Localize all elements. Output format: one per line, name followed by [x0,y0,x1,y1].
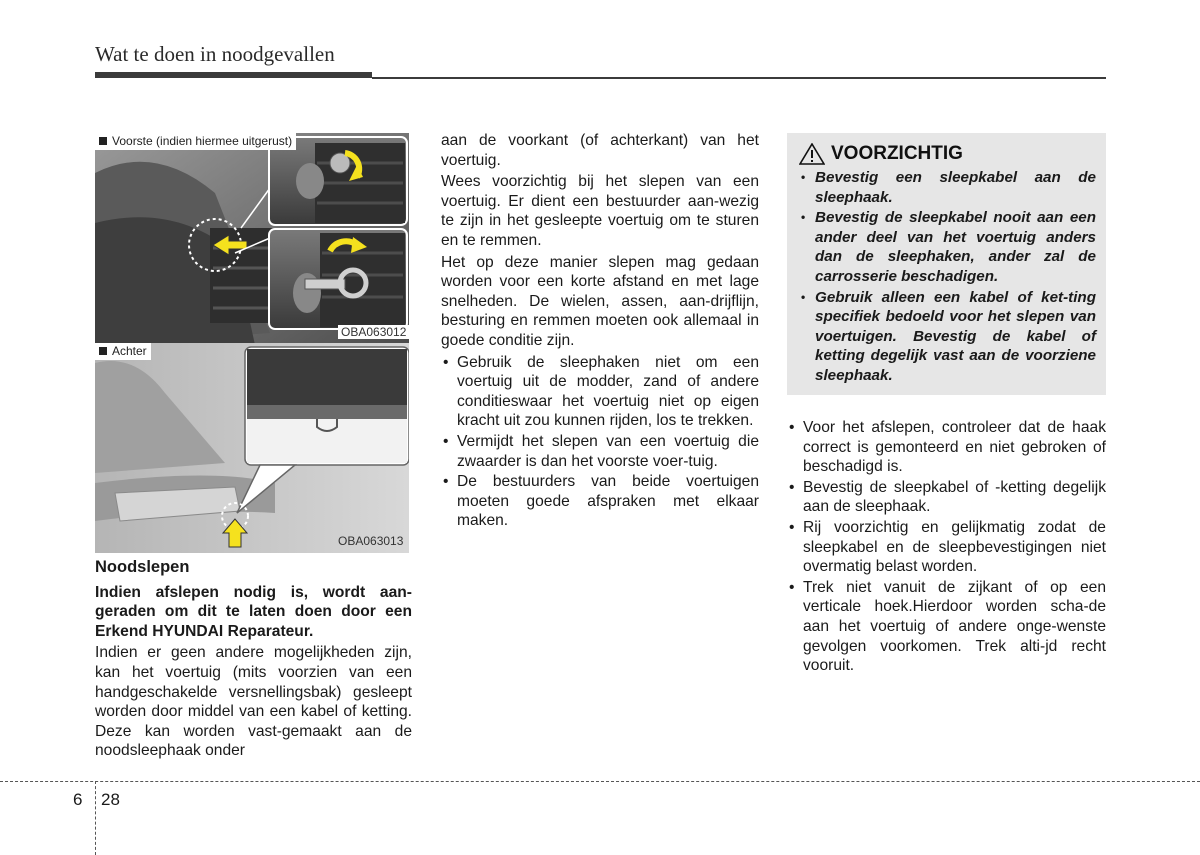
left-column [95,558,412,763]
list-item: • Bevestig de sleepkabel of -ketting degelijk aan de sleephaak. [787,478,1106,517]
body-paragraph: Indien er geen andere mogelijkheden zijn, kan het voertuig (mits voorzien van een handgeschakelde versnellingsbak) gesleept worden door middel van een kabel of ketting. Deze kan worden vast-gemaakt aan de noodsleephaak onder [95,644,412,760]
header-rule-thin [372,77,1106,79]
caution-header [799,143,1096,165]
front-bumper-illustration [95,133,409,345]
figure-code: OBA063013 [338,534,404,548]
caution-box [787,133,1106,395]
figure-caption: Achter [95,343,151,360]
header-title: Wat te doen in noodgevallen [95,42,335,66]
body-paragraph: aan de voorkant (of achterkant) van het voertuig. [441,132,759,169]
caution-list [799,168,1096,386]
figure-front-tow-hook [95,133,409,345]
intro-bold-text: Indien afslepen nodig is, wordt aan-geraden om dit te laten doen door een Erkend HYUNDAI Reparateur. [95,583,412,640]
caution-item: • Bevestig de sleepkabel nooit aan een ander deel van het voertuig anders dan de sleephaken, ander zal de carrosserie beschadigen. [799,208,1096,286]
rear-bumper-illustration [95,343,409,553]
chapter-number: 6 [73,790,83,809]
header-rule-thick [95,72,372,78]
middle-column [441,131,759,532]
list-item: • Rij voorzichtig en gelijkmatig zodat de sleepkabel en de sleepbevestigingen niet overmatig belast worden. [787,518,1106,577]
figure-code: OBA063012 [338,325,409,339]
caution-item: • Bevestig een sleepkabel aan de sleephaak. [799,168,1096,207]
list-item: • Voor het afslepen, controleer dat de haak correct is gemonteerd en niet gebroken of beschadigd is. [787,418,1106,477]
caution-title: VOORZICHTIG [831,143,963,164]
figure-caption: Voorste (indien hiermee uitgerust) [95,133,296,150]
footer-vertical-divider [95,781,96,855]
figure-rear-tow-hook [95,343,409,553]
section-heading: Noodslepen [95,558,190,576]
bullet-list [787,418,1106,676]
caution-item: • Gebruik alleen een kabel of ket-ting specifiek bedoeld voor het slepen van voertuigen. Bevestig de kabel of ketting degelijk vast aan de voorziene sleephaak. [799,288,1096,386]
list-item: • Gebruik de sleephaken niet om een voertuig uit de modder, zand of andere conditieswaar het voertuig niet op eigen kracht uit zou kunnen rijden, los te trekken. [441,353,759,431]
warning-triangle-icon [799,143,825,165]
body-paragraph: Wees voorzichtig bij het slepen van een voertuig. Er dient een bestuurder aan-wezig te zijn in het gesleepte voertuig om te sturen en te remmen. [441,173,759,249]
right-column [787,418,1106,677]
list-item: • Vermijdt het slepen van een voertuig die zwaarder is dan het voorste voer-tuig. [441,432,759,471]
list-item: • De bestuurders van beide voertuigen moeten goede afspraken met elkaar maken. [441,472,759,531]
body-paragraph: Het op deze manier slepen mag gedaan worden voor een korte afstand en met lage snelheden. De wielen, assen, aan-drijflijn, besturing en remmen moeten ook allemaal in goede conditie zijn. [441,253,759,349]
list-item: • Trek niet vanuit de zijkant of op een verticale hoek.Hierdoor worden scha-de aan het voertuig of andere onge-wenste gevolgen voorkomen. Trek alti-jd recht vooruit. [787,578,1106,676]
footer-divider [0,781,1200,782]
page-number: 28 [101,790,120,809]
bullet-list [441,353,759,531]
square-bullet-icon [99,137,107,145]
square-bullet-icon [99,347,107,355]
